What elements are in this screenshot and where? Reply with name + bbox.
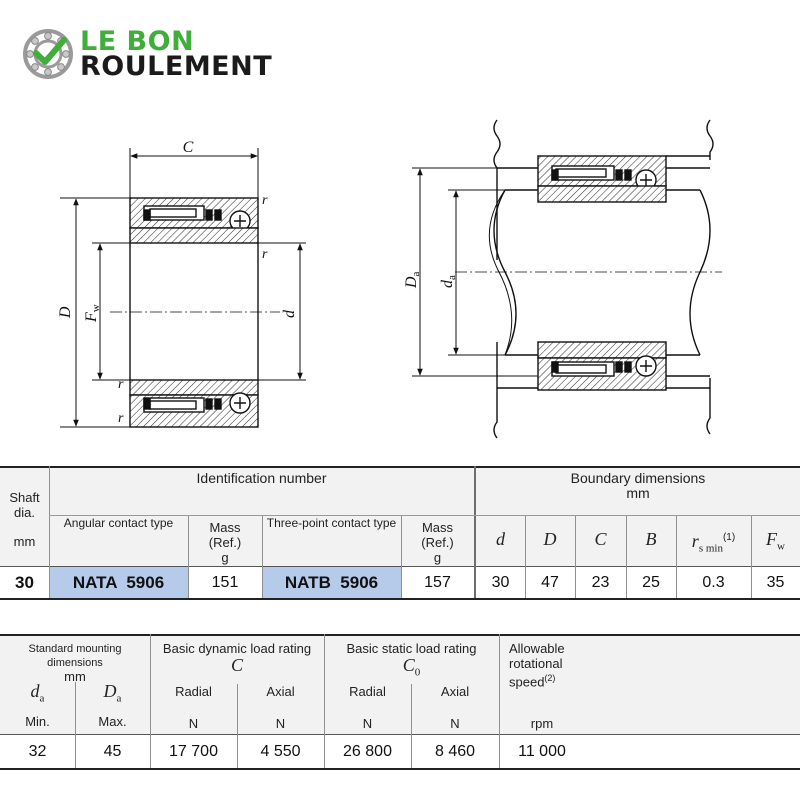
col-Da: $D_a$	[103, 681, 122, 705]
cell-angular-designation: NATA 5906	[72, 573, 165, 592]
col-d: d	[496, 529, 505, 549]
cell-rs-min: 0.3	[702, 574, 725, 591]
col-C: C	[594, 529, 607, 549]
dim-label-r-1: r	[262, 193, 268, 208]
cell-stat-axial: 8 460	[434, 743, 476, 760]
col-stat-radial: Radial	[349, 684, 386, 699]
col-max: Max.	[98, 714, 127, 729]
cell-D: 47	[541, 574, 559, 591]
col-B: B	[645, 529, 657, 549]
unit-N-3: N	[362, 716, 373, 731]
cell-mass2: 157	[424, 574, 451, 591]
dim-label-D: D	[57, 306, 74, 318]
bearing-section-left	[110, 198, 280, 427]
dim-label-Fw: Fw	[83, 304, 102, 322]
mass1-header: Mass (Ref.) g	[208, 520, 242, 565]
cell-B: 25	[642, 574, 660, 591]
cell-dyn-radial: 17 700	[169, 743, 218, 760]
dim-label-r-3: r	[118, 377, 124, 392]
cell-da: 32	[28, 743, 47, 760]
col-stat-axial: Axial	[440, 684, 470, 699]
bearing-check-icon	[22, 28, 74, 80]
angular-contact-header: Angular contact type	[63, 516, 174, 530]
bearing-technical-drawing	[0, 110, 800, 450]
cell-stat-radial: 26 800	[343, 743, 392, 760]
cell-shaft: 30	[15, 573, 34, 592]
three-point-contact-header: Three-point contact type	[266, 516, 397, 530]
brand-line2: ROULEMENT	[80, 51, 273, 82]
identification-table	[0, 466, 800, 600]
col-D: D	[543, 529, 557, 549]
cell-Da: 45	[103, 743, 122, 760]
brand-logo	[22, 26, 302, 86]
unit-N-1: N	[188, 716, 199, 731]
mounting-dimensions-header: Standard mounting dimensions mm	[28, 643, 122, 684]
shaft-label: Shaft dia. mm	[9, 490, 40, 549]
cell-mass1: 151	[211, 574, 239, 591]
cell-dyn-axial: 4 550	[260, 743, 301, 760]
col-da: $d_a$	[30, 681, 45, 705]
unit-N-2: N	[275, 716, 286, 731]
col-rs-min: $r_{s min}^{(1)}$	[691, 531, 736, 555]
cell-Fw: 35	[766, 574, 785, 591]
cell-threepoint-designation: NATB 5906	[284, 573, 379, 592]
dim-label-Da: Da	[403, 271, 422, 288]
col-dyn-axial: Axial	[266, 684, 295, 699]
col-min: Min.	[25, 714, 50, 729]
static-load-header: Basic static load rating $C_0$	[346, 641, 477, 679]
col-dyn-radial: Radial	[175, 684, 212, 699]
boundary-dimensions-header: Boundary dimensions mm	[570, 470, 706, 501]
dim-label-C: C	[182, 139, 194, 156]
allowable-speed-header: Allowable rotational speed$^{(2)}$	[509, 641, 565, 690]
load-rating-table	[0, 634, 800, 770]
col-Fw: $F_w$	[766, 529, 785, 553]
cell-speed: 11 000	[518, 743, 566, 760]
cell-C: 23	[591, 574, 610, 591]
dynamic-load-header: Basic dynamic load rating C	[162, 641, 312, 675]
dim-label-r-4: r	[118, 411, 124, 426]
brand-line1: LE BON	[80, 26, 195, 57]
cell-d: 30	[491, 574, 510, 591]
unit-rpm: rpm	[530, 716, 554, 731]
identification-header: Identification number	[196, 470, 327, 486]
unit-N-4: N	[450, 716, 460, 731]
dim-label-r-2: r	[262, 247, 268, 262]
dim-label-da: da	[439, 275, 458, 288]
dim-label-d: d	[281, 310, 298, 318]
mass2-header: Mass (Ref.) g	[421, 520, 454, 565]
